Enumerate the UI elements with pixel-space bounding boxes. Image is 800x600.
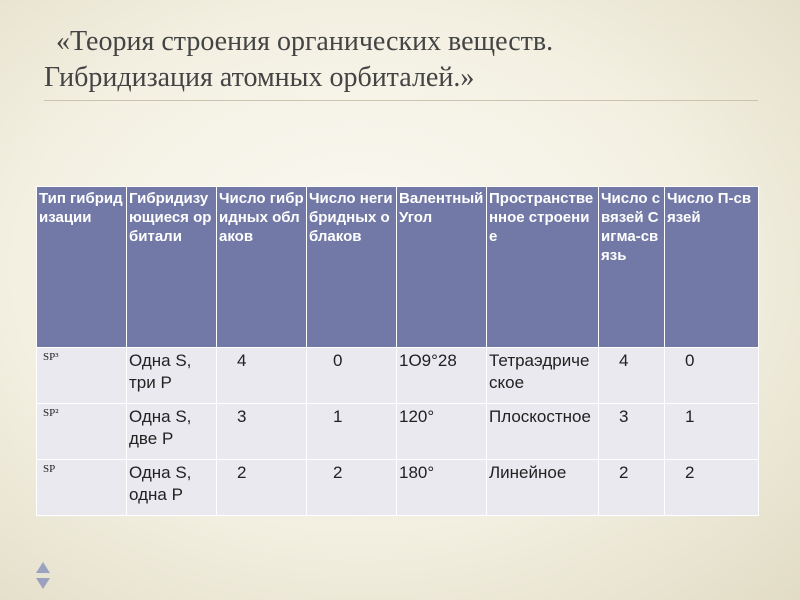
header-valence-angle: Валентный Угол xyxy=(397,187,487,348)
header-hybrid-clouds: Число гибридных облаков xyxy=(217,187,307,348)
slide-title xyxy=(44,24,764,96)
cell-type: SP² xyxy=(37,404,127,460)
header-spatial-structure: Пространственное строение xyxy=(487,187,599,348)
cell-nonhybrid-clouds: 0 xyxy=(307,348,397,404)
header-nonhybrid-clouds: Число негибридных облаков xyxy=(307,187,397,348)
cell-nonhybrid-clouds: 1 xyxy=(307,404,397,460)
cell-valence-angle: 1O9°28 xyxy=(397,348,487,404)
cell-type: SP xyxy=(37,460,127,516)
table-row xyxy=(37,348,759,404)
cell-hybrid-clouds: 4 xyxy=(217,348,307,404)
cell-sigma-bonds: 3 xyxy=(599,404,665,460)
triangle-down-icon[interactable] xyxy=(36,578,50,589)
cell-sigma-bonds: 2 xyxy=(599,460,665,516)
cell-valence-angle: 120° xyxy=(397,404,487,460)
cell-nonhybrid-clouds: 2 xyxy=(307,460,397,516)
cell-hybrid-clouds: 2 xyxy=(217,460,307,516)
table-row xyxy=(37,460,759,516)
hybridization-table xyxy=(36,186,759,516)
cell-valence-angle: 180° xyxy=(397,460,487,516)
header-orbitals: Гибридизующиеся орбитали xyxy=(127,187,217,348)
cell-spatial-structure: Тетраэдрическое xyxy=(487,348,599,404)
title-divider xyxy=(44,100,758,101)
triangle-up-icon[interactable] xyxy=(36,562,50,573)
cell-spatial-structure: Плоскостное xyxy=(487,404,599,460)
cell-orbitals: Одна S, три P xyxy=(127,348,217,404)
slide-title-line-2: Гибридизация атомных орбиталей.» xyxy=(44,62,475,93)
header-sigma-bonds: Число связей Сигма-связь xyxy=(599,187,665,348)
cell-orbitals: Одна S, одна P xyxy=(127,460,217,516)
table-header-row xyxy=(37,187,759,348)
slide-title-line-1: «Теория строения органических веществ. xyxy=(56,26,554,57)
cell-orbitals: Одна S, две P xyxy=(127,404,217,460)
cell-hybrid-clouds: 3 xyxy=(217,404,307,460)
table-row xyxy=(37,404,759,460)
header-hybridization-type: Тип гибридизации xyxy=(37,187,127,348)
cell-sigma-bonds: 4 xyxy=(599,348,665,404)
header-pi-bonds: Число П-связей xyxy=(665,187,759,348)
cell-type: SP³ xyxy=(37,348,127,404)
cell-pi-bonds: 0 xyxy=(665,348,759,404)
cell-pi-bonds: 1 xyxy=(665,404,759,460)
cell-pi-bonds: 2 xyxy=(665,460,759,516)
cell-spatial-structure: Линейное xyxy=(487,460,599,516)
